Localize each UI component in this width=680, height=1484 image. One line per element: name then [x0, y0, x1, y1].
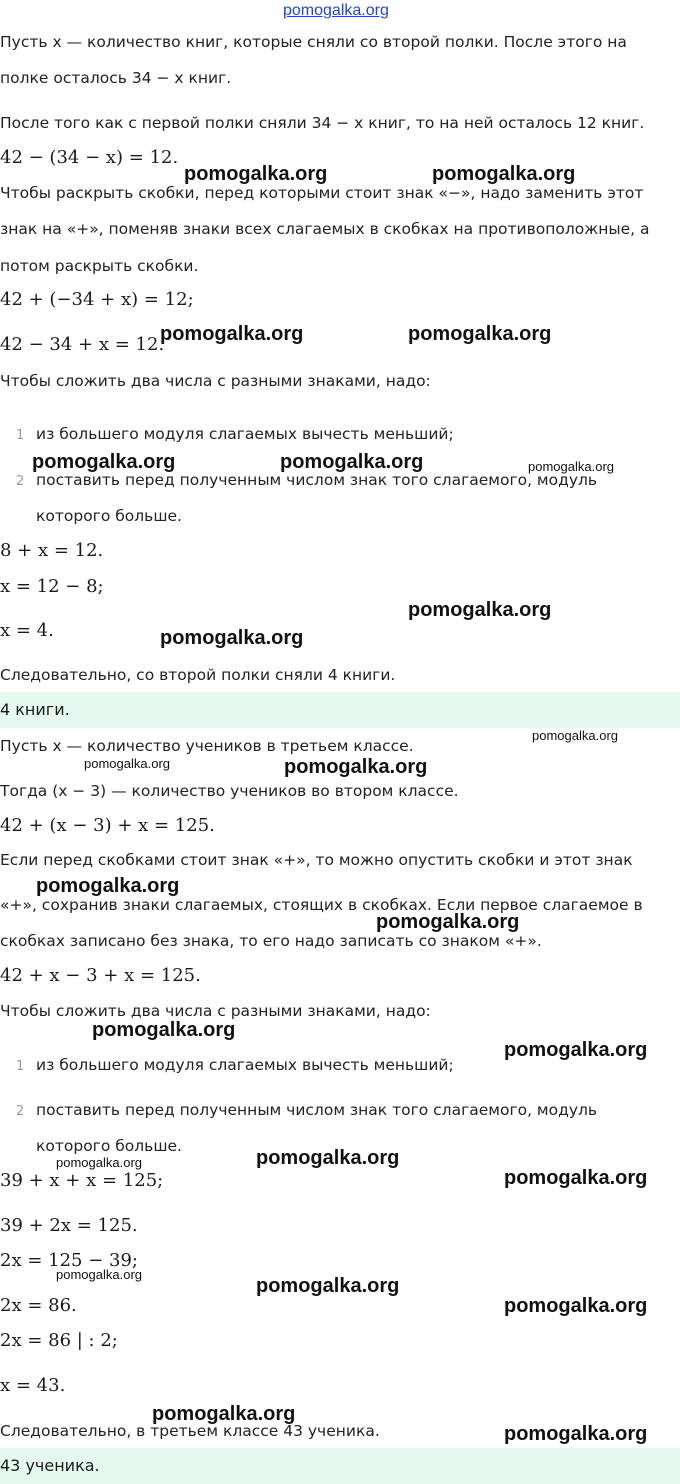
answer-box [0, 1448, 680, 1484]
math-line: 8 + x = 12. [0, 540, 104, 561]
list-number: 2 [16, 1104, 25, 1119]
watermark: pomogalka.org [408, 599, 552, 621]
list-item: которого больше. [36, 507, 182, 525]
text-line: После того как с первой полки сняли 34 − x книг, то на ней осталось 12 книг. [0, 114, 645, 132]
watermark: pomogalka.org [84, 756, 170, 771]
watermark: pomogalka.org [528, 459, 614, 474]
watermark: pomogalka.org [184, 163, 328, 185]
watermark: pomogalka.org [504, 1295, 648, 1317]
watermark: pomogalka.org [32, 451, 176, 473]
list-number: 1 [16, 1059, 25, 1074]
text-line: Чтобы раскрыть скобки, перед которыми стоит знак «−», надо заменить этот [0, 184, 644, 202]
math-line: 2x = 86 | : 2; [0, 1330, 118, 1351]
watermark: pomogalka.org [160, 323, 304, 345]
text-line: «+», сохранив знаки слагаемых, стоящих в скобках. Если первое слагаемое в [0, 896, 643, 914]
math-line: 2x = 125 − 39; [0, 1250, 138, 1271]
text-line: скобках записано без знака, то его надо записать со знаком «+». [0, 932, 542, 950]
list-item: из большего модуля слагаемых вычесть меньший; [36, 425, 454, 443]
watermark: pomogalka.org [56, 1267, 142, 1282]
list-item: поставить перед полученным числом знак того слагаемого, модуль [36, 1101, 598, 1119]
text-line: Пусть x — количество учеников в третьем классе. [0, 737, 414, 755]
list-item: из большего модуля слагаемых вычесть меньший; [36, 1056, 454, 1074]
math-line: 2x = 86. [0, 1295, 77, 1316]
watermark: pomogalka.org [36, 875, 180, 897]
watermark: pomogalka.org [408, 323, 552, 345]
math-line: 42 − 34 + x = 12. [0, 334, 165, 355]
answer-text: 43 ученика. [0, 1456, 100, 1475]
watermark: pomogalka.org [256, 1275, 400, 1297]
watermark: pomogalka.org [160, 627, 304, 649]
math-line: 42 + (x − 3) + x = 125. [0, 815, 215, 836]
math-line: 42 − (34 − x) = 12. [0, 147, 179, 168]
conclusion-line: Следовательно, со второй полки сняли 4 книги. [0, 666, 396, 684]
list-number: 2 [16, 474, 25, 489]
math-line: x = 12 − 8; [0, 576, 104, 597]
answer-box [0, 692, 680, 728]
math-line: 39 + x + x = 125; [0, 1170, 164, 1191]
text-line: Если перед скобками стоит знак «+», то можно опустить скобки и этот знак [0, 851, 633, 869]
watermark: pomogalka.org [432, 163, 576, 185]
watermark: pomogalka.org [92, 1019, 236, 1041]
text-line: полке осталось 34 − x книг. [0, 69, 232, 87]
watermark: pomogalka.org [504, 1039, 648, 1061]
watermark: pomogalka.org [280, 451, 424, 473]
site-link[interactable]: pomogalka.org [283, 2, 389, 19]
list-number: 1 [16, 428, 25, 443]
math-line: 39 + 2x = 125. [0, 1215, 138, 1236]
watermark: pomogalka.org [376, 911, 520, 933]
math-line: 42 + x − 3 + x = 125. [0, 965, 201, 986]
watermark: pomogalka.org [256, 1147, 400, 1169]
watermark: pomogalka.org [56, 1155, 142, 1170]
math-line: x = 43. [0, 1375, 66, 1396]
math-line: x = 4. [0, 620, 54, 641]
list-item: которого больше. [36, 1137, 182, 1155]
watermark: pomogalka.org [152, 1403, 296, 1425]
list-item: поставить перед полученным числом знак того слагаемого, модуль [36, 471, 598, 489]
watermark: pomogalka.org [284, 756, 428, 778]
text-line: потом раскрыть скобки. [0, 257, 199, 275]
watermark: pomogalka.org [504, 1167, 648, 1189]
text-line: Чтобы сложить два числа с разными знаками, надо: [0, 372, 431, 390]
watermark: pomogalka.org [532, 728, 618, 743]
watermark: pomogalka.org [504, 1423, 648, 1445]
text-line: Пусть x — количество книг, которые сняли со второй полки. После этого на [0, 33, 627, 51]
text-line: Чтобы сложить два числа с разными знаками, надо: [0, 1002, 431, 1020]
math-line: 42 + (−34 + x) = 12; [0, 289, 194, 310]
answer-text: 4 книги. [0, 700, 70, 719]
conclusion-line: Следовательно, в третьем классе 43 ученика. [0, 1422, 380, 1440]
text-line: знак на «+», поменяв знаки всех слагаемых в скобках на противоположные, а [0, 220, 650, 238]
text-line: Тогда (x − 3) — количество учеников во втором классе. [0, 782, 459, 800]
